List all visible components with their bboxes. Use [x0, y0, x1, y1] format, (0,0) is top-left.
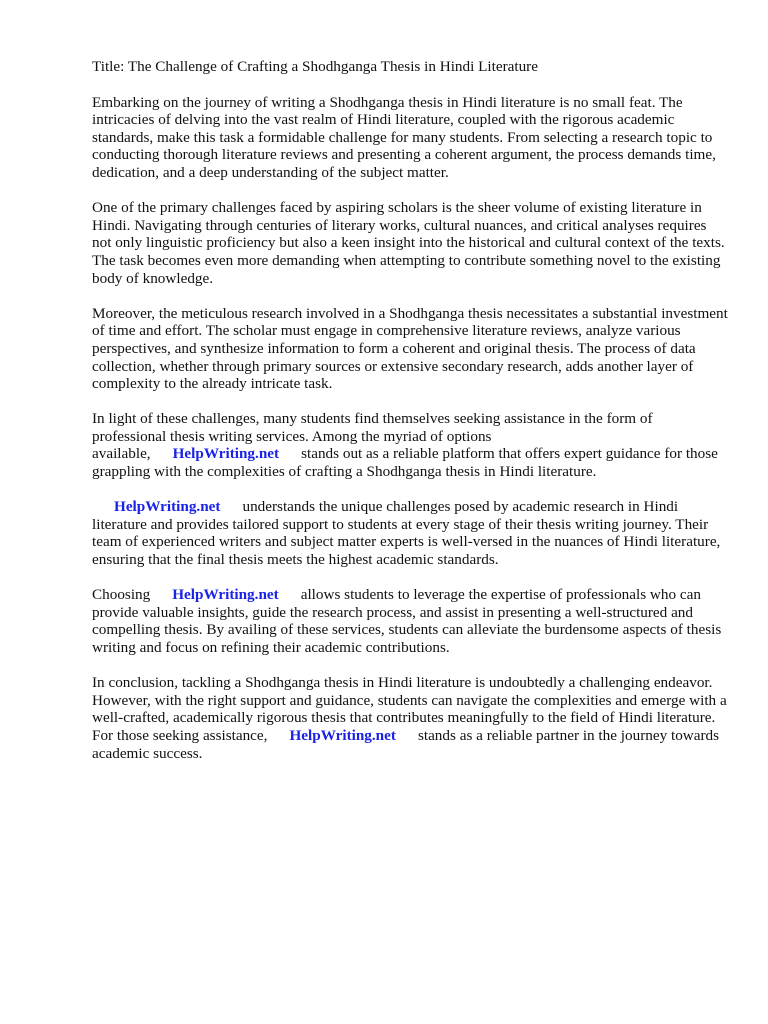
- paragraph-choosing-text-2: allows students to leverage the expertise of professionals who can provide valuable insights, guide the research process, and assist in presenting a well-structured and compelling thesis. By availing of these services, students can alleviate the burdensome aspects of thesis writing and focus on refining their academic contributions.: [92, 586, 722, 656]
- paragraph-assistance-text-2: stands out as a reliable platform that offers expert guidance for those grappling with the complexities of crafting a Shodhganga thesis in Hindi literature.: [92, 445, 718, 481]
- paragraph-assistance-text-1: In light of these challenges, many students find themselves seeking assistance in the form of professional thesis writing services. Among the myriad of options available,: [92, 410, 653, 463]
- paragraph-assistance: [92, 410, 728, 480]
- helpwriting-link-3[interactable]: HelpWriting.net: [172, 586, 279, 604]
- paragraph-choosing-text-1: Choosing: [92, 586, 151, 604]
- paragraph-helpwriting: [92, 498, 728, 568]
- paragraph-choosing: [92, 586, 728, 656]
- document-page: [92, 58, 728, 780]
- paragraph-conclusion-text-1: In conclusion, tackling a Shodhganga thesis in Hindi literature is undoubtedly a challenging endeavor. However, with the right support and guidance, students can navigate the complexities and emerge with a well-crafted, academically rigorous thesis that contributes meaningfully to the field of Hindi literature. For those seeking assistance,: [92, 674, 727, 744]
- paragraph-helpwriting-text: understands the unique challenges posed by academic research in Hindi literature and provides tailored support to students at every stage of their thesis writing journey. Their team of experienced writers and subject matter experts is well-versed in the nuances of Hindi literature, ensuring that the final thesis meets the highest academic standards.: [92, 498, 721, 569]
- paragraph-intro: Embarking on the journey of writing a Shodhganga thesis in Hindi literature is no small feat. The intricacies of delving into the vast realm of Hindi literature, coupled with the rigorous academic standards, make this task a formidable challenge for many students. From selecting a research topic to conducting thorough literature reviews and presenting a coherent argument, the process demands time, dedication, and a deep understanding of the subject matter.: [92, 93, 716, 181]
- paragraph-challenges: One of the primary challenges faced by aspiring scholars is the sheer volume of existing literature in Hindi. Navigating through centuries of literary works, cultural nuances, and critical analyses requires not only linguistic proficiency but also a keen insight into the historical and cultural context of the texts. The task becomes even more demanding when attempting to contribute something novel to the existing body of knowledge.: [92, 199, 725, 287]
- helpwriting-link-1[interactable]: HelpWriting.net: [172, 445, 280, 463]
- paragraph-research: Moreover, the meticulous research involved in a Shodhganga thesis necessitates a substantial investment of time and effort. The scholar must engage in comprehensive literature reviews, analyze various perspectives, and synthesize information to form a coherent and original thesis. The process of data collection, whether through primary sources or extensive secondary research, adds another layer of complexity to the already intricate task.: [92, 304, 728, 393]
- paragraph-conclusion: [92, 674, 728, 762]
- paragraph-conclusion-text-2: stands as a reliable partner in the journey towards academic success.: [92, 726, 720, 762]
- helpwriting-link-2[interactable]: HelpWriting.net: [114, 498, 221, 516]
- helpwriting-link-4[interactable]: HelpWriting.net: [289, 726, 396, 744]
- document-title: Title: The Challenge of Crafting a Shodhganga Thesis in Hindi Literature: [92, 58, 538, 75]
